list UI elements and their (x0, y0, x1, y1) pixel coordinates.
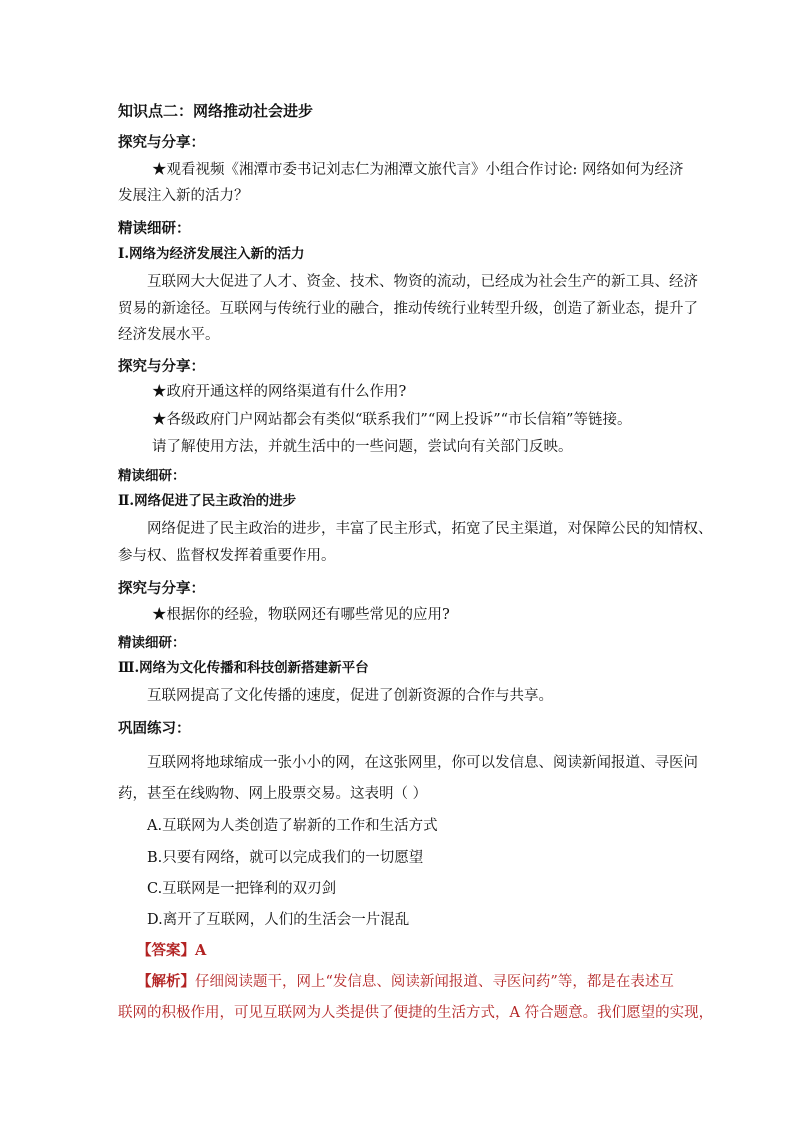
section-heading: 知识点二：网络推动社会进步 (118, 102, 314, 120)
explore-title-3: 探究与分享： (118, 580, 205, 597)
answer-value: A (195, 942, 207, 959)
option-d: D.离开了互联网，人们的生活会一片混乱 (147, 912, 410, 928)
analysis-text-1a: 仔细阅读题干，网上 (195, 974, 326, 990)
part-3-title: Ⅲ.网络为文化传播和科技创新搭建新平台 (118, 660, 369, 676)
analysis-line-1 (137, 972, 674, 992)
explore-title-1: 探究与分享： (118, 134, 205, 151)
analysis-line-2: 联网的积极作用，可见互联网为人类提供了便捷的生活方式，A 符合题意。我们愿望的实现， (118, 1005, 714, 1021)
read-title-3: 精读细研： (118, 635, 186, 651)
explore-2-line-3: 请了解使用方法，并就生活中的一些问题，尝试向有关部门反映。 (152, 439, 573, 455)
part-2-line-1: 网络促进了民主政治的进步，丰富了民主形式，拓宽了民主渠道，对保障公民的知情权、 (147, 521, 713, 537)
explore-1-line-2: 发展注入新的活力？ (118, 188, 249, 204)
question-line-1: 互联网将地球缩成一张小小的网，在这张网里，你可以发信息、阅读新闻报道、寻医问 (147, 755, 698, 771)
explore-2-line-2: ★各级政府门户网站都会有类似“联系我们”“网上投诉”“市长信箱”等链接。 (152, 412, 632, 428)
question-line-2: 药，甚至在线购物、网上股票交易。这表明（ ） (118, 786, 428, 802)
read-title-2: 精读细研： (118, 468, 186, 484)
option-c: C.互联网是一把锋利的双刃剑 (147, 881, 337, 897)
part-1-line-2: 贸易的新途径。互联网与传统行业的融合，推动传统行业转型升级，创造了新业态，提升了 (118, 301, 698, 317)
read-title-1: 精读细研： (118, 220, 191, 237)
part-2-title: Ⅱ.网络促进了民主政治的进步 (118, 493, 297, 509)
explore-title-2: 探究与分享： (118, 358, 205, 375)
part-2-line-2: 参与权、监督权发挥着重要作用。 (118, 548, 336, 564)
analysis-label: 【解析】 (137, 973, 195, 990)
option-b: B.只要有网络，就可以完成我们的一切愿望 (147, 850, 424, 866)
answer-label: 【答案】 (137, 942, 195, 959)
explore-1-line-1: ★观看视频《湘潭市委书记刘志仁为湘潭文旅代言》小组合作讨论: 网络如何为经济 (152, 162, 684, 178)
explore-2-line-1: ★政府开通这样的网络渠道有什么作用? (152, 384, 407, 400)
part-1-line-3: 经济发展水平。 (118, 327, 220, 343)
part-3-line-1: 互联网提高了文化传播的速度，促进了创新资源的合作与共享。 (147, 688, 553, 704)
analysis-quote: “发信息、阅读新闻报道、寻医问药”等，都是在表述互 (325, 974, 674, 990)
part-1-title: Ⅰ.网络为经济发展注入新的活力 (118, 246, 305, 262)
explore-3-line-1: ★根据你的经验，物联网还有哪些常见的应用? (152, 607, 450, 623)
part-1-line-1: 互联网大大促进了人才、资金、技术、物资的流动，已经成为社会生产的新工具、经济 (147, 274, 698, 290)
option-a: A.互联网为人类创造了崭新的工作和生活方式 (147, 818, 438, 834)
exercise-title: 巩固练习： (118, 720, 191, 737)
answer-line (137, 941, 206, 961)
